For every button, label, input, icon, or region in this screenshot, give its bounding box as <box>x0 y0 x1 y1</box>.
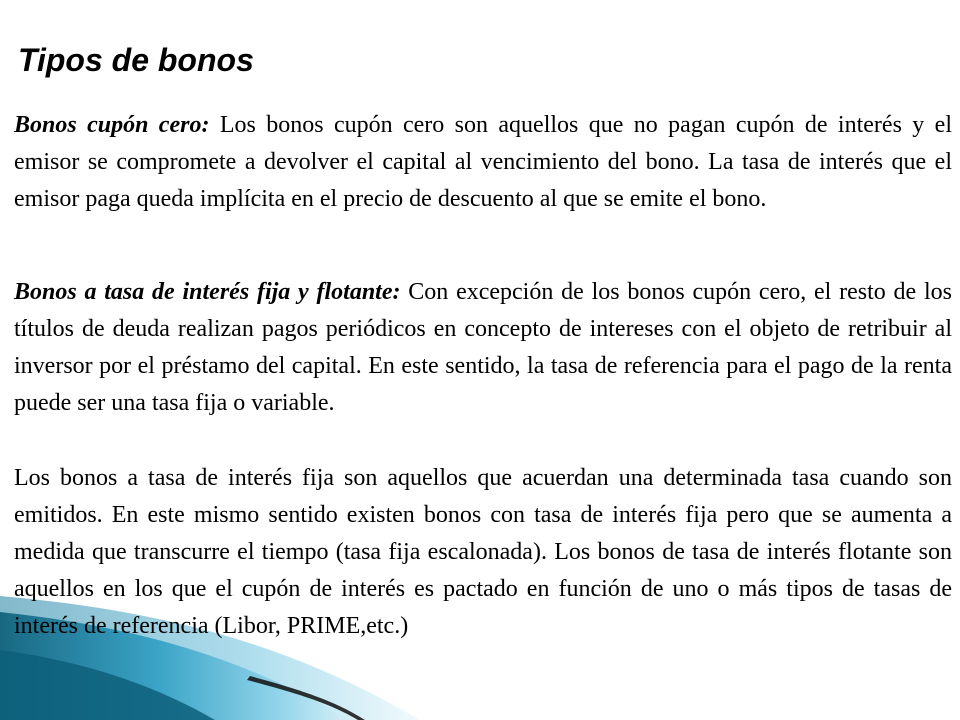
paragraph-fixed-rate-details <box>14 460 952 645</box>
paragraph-lead-term: Bonos cupón cero: <box>14 112 210 138</box>
slide-title: Tipos de bonos <box>18 42 254 78</box>
paragraph-zero-coupon-bonds <box>14 107 952 218</box>
paragraph-body-text: Los bonos cupón cero son aquellos que no pagan cupón de interés y el emisor se compromete a devolver el capital al vencimiento del bono. La tasa de interés que el emisor paga queda implícita en el precio de descuento al que se emite el bono. <box>14 112 952 212</box>
paragraph-fixed-floating-bonds <box>14 274 952 422</box>
paragraph-lead-term: Bonos a tasa de interés fija y flotante: <box>14 279 401 305</box>
paragraph-body-text: Con excepción de los bonos cupón cero, el resto de los títulos de deuda realizan pagos periódicos en concepto de intereses con el objeto de retribuir al inversor por el préstamo del capital. En este sentido, la tasa de referencia para el pago de la renta puede ser una tasa fija o variable. <box>14 279 952 416</box>
paragraph-body-text: Los bonos a tasa de interés fija son aquellos que acuerdan una determinada tasa cuando son emitidos. En este mismo sentido existen bonos con tasa de interés fija pero que se aumenta a medida que transcurre el tiempo (tasa fija escalonada). Los bonos de tasa de interés flotante son aquellos en los que el cupón de interés es pactado en función de uno o más tipos de tasas de interés de referencia (Libor, PRIME,etc.) <box>14 465 952 639</box>
